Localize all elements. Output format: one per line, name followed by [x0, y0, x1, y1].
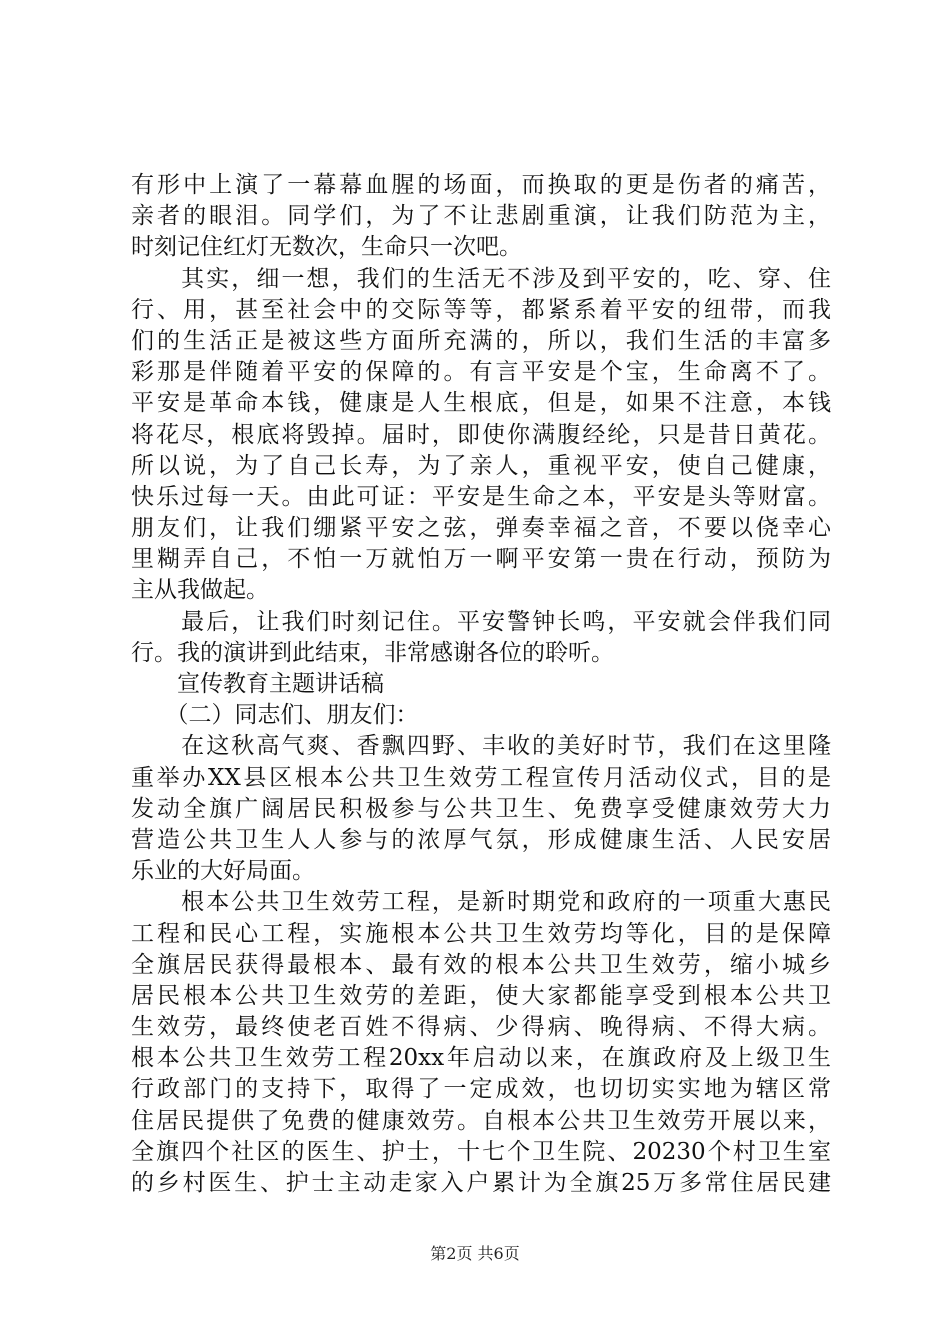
text-line: 最后，让我们时刻记住。平安警钟长鸣，平安就会伴我们同 — [131, 608, 831, 635]
text-line: 将花尽，根底将毁掉。届时，即使你满腹经纶，只是昔日黄花。 — [131, 421, 831, 448]
text-line: 其实，细一想，我们的生活无不涉及到平安的，吃、穿、住 — [131, 265, 831, 292]
text-line: 根本公共卫生效劳工程20xx年启动以来，在旗政府及上级卫生 — [131, 1045, 831, 1072]
text-line: 重举办XX县区根本公共卫生效劳工程宣传月活动仪式，目的是 — [131, 764, 831, 791]
salutation: （二）同志们、朋友们： — [131, 702, 419, 729]
text-line: 主从我做起。 — [131, 577, 269, 604]
text-line: 生效劳，最终使老百姓不得病、少得病、晚得病、不得大病。 — [131, 1014, 831, 1041]
text-line: 彩那是伴随着平安的保障的。有言平安是个宝，生命离不了。 — [131, 359, 831, 386]
text-line: 所以说，为了自己长寿，为了亲人，重视平安，使自己健康， — [131, 452, 831, 479]
body-text — [131, 170, 831, 1199]
text-line: 在这秋高气爽、香飘四野、丰收的美好时节，我们在这里隆 — [131, 733, 831, 760]
text-line: 行。我的演讲到此结束，非常感谢各位的聆听。 — [131, 639, 614, 666]
text-line: 平安是革命本钱，健康是人生根底，但是，如果不注意，本钱 — [131, 390, 831, 417]
text-line: 时刻记住红灯无数次，生命只一次吧。 — [131, 234, 522, 261]
text-line: 行、用，甚至社会中的交际等等，都紧系着平安的纽带，而我 — [131, 296, 831, 323]
page-number: 第2页 共6页 — [430, 1244, 520, 1263]
text-line: 亲者的眼泪。同学们，为了不让悲剧重演，让我们防范为主， — [131, 203, 831, 230]
text-line: 居民根本公共卫生效劳的差距，使大家都能享受到根本公共卫 — [131, 982, 831, 1009]
text-line: 快乐过每一天。由此可证：平安是生命之本，平安是头等财富。 — [131, 483, 831, 510]
text-line: 行政部门的支持下，取得了一定成效，也切切实实地为辖区常 — [131, 1076, 831, 1103]
text-line: 的乡村医生、护士主动走家入户累计为全旗25万多常住居民建 — [131, 1170, 831, 1196]
text-line: 全旗居民获得最根本、最有效的根本公共卫生效劳，缩小城乡 — [131, 951, 831, 978]
section-title: 宣传教育主题讲话稿 — [131, 671, 384, 697]
text-line: 根本公共卫生效劳工程，是新时期党和政府的一项重大惠民 — [131, 889, 831, 916]
text-line: 营造公共卫生人人参与的浓厚气氛，形成健康生活、人民安居 — [131, 826, 831, 853]
text-line: 朋友们，让我们绷紧平安之弦，弹奏幸福之音，不要以侥幸心 — [131, 515, 831, 542]
text-line: 全旗四个社区的医生、护士，十七个卫生院、20230个村卫生室 — [131, 1138, 831, 1165]
text-line: 工程和民心工程，实施根本公共卫生效劳均等化，目的是保障 — [131, 920, 831, 947]
text-line: 们的生活正是被这些方面所充满的，所以，我们生活的丰富多 — [131, 327, 831, 354]
text-line: 发动全旗广阔居民积极参与公共卫生、免费享受健康效劳大力 — [131, 795, 831, 822]
text-line: 乐业的大好局面。 — [131, 858, 315, 885]
text-line: 住居民提供了免费的健康效劳。自根本公共卫生效劳开展以来， — [131, 1107, 831, 1134]
text-line: 里糊弄自己，不怕一万就怕万一啊平安第一贵在行动，预防为 — [131, 546, 831, 573]
text-line: 有形中上演了一幕幕血腥的场面，而换取的更是伤者的痛苦， — [131, 172, 831, 198]
